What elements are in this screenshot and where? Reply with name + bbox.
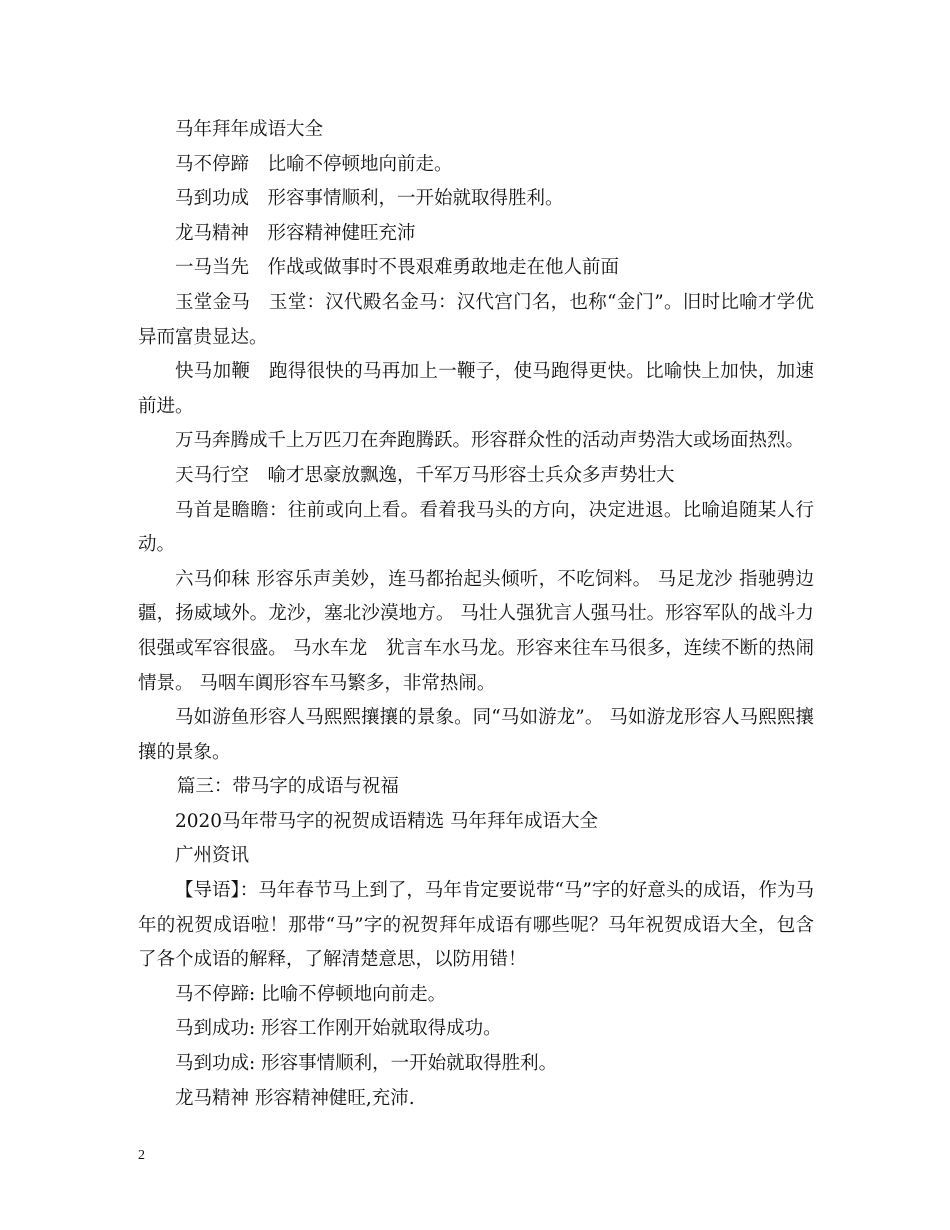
- section-heading: 篇三：带马字的成语与祝福: [176, 776, 399, 798]
- paragraph-idiom-group: 马如游鱼形容人马熙熙攘攘的景象。同“马如游龙”。 马如游龙形容人马熙熙攘攘的景象。: [138, 707, 814, 763]
- paragraph-idiom: 马不停蹄 比喻不停顿地向前走。: [175, 153, 453, 175]
- paragraph-title: 马年拜年成语大全: [175, 119, 324, 140]
- paragraph-idiom: 马到功成 形容事情顺利，一开始就取得胜利。: [175, 188, 564, 210]
- paragraph-idiom: 马首是瞻瞻：往前或向上看。看着我马头的方向，决定进退。比喻追随某人行动。: [138, 499, 814, 556]
- paragraph-idiom: 快马加鞭 跑得很快的马再加上一鞭子，使马跑得更快。比喻快上加快，加速前进。: [138, 361, 814, 417]
- paragraph-idiom: 一马当先 作战或做事时不畏艰难勇敢地走在他人前面: [175, 257, 620, 279]
- paragraph-idiom: 龙马精神 形容精神健旺充沛: [175, 222, 416, 244]
- paragraph-idiom: 马到功成: 形容事情顺利，一开始就取得胜利。: [175, 1053, 558, 1075]
- page-number: 2: [138, 1148, 145, 1163]
- paragraph-idiom: 龙马精神 形容精神健旺,充沛.: [175, 1087, 415, 1109]
- document-body: [138, 113, 814, 1116]
- paragraph-idiom: 马到成功: 形容工作刚开始就取得成功。: [175, 1018, 502, 1040]
- article-intro: 【导语】：马年春节马上到了，马年肯定要说带“马”字的好意头的成语，作为马年的祝贺成语啦！那带“马”字的祝贺拜年成语有哪些呢？马年祝贺成语大全，包含了各个成语的解释，了解清楚意思，以防用错！: [138, 880, 814, 971]
- paragraph-idiom: 马不停蹄: 比喻不停顿地向前走。: [175, 983, 447, 1005]
- paragraph-idiom: 玉堂金马 玉堂：汉代殿名金马：汉代宫门名，也称“金门”。旧时比喻才学优异而富贵显达。: [138, 291, 814, 348]
- article-title: 2020马年带马字的祝贺成语精选 马年拜年成语大全: [175, 810, 598, 832]
- article-source: 广州资讯: [175, 845, 250, 867]
- paragraph-idiom-group: 六马仰秣 形容乐声美妙，连马都抬起头倾听，不吃饲料。 马足龙沙 指驰骋边疆，扬威域外。龙沙，塞北沙漠地方。 马壮人强犹言人强马壮。形容军队的战斗力很强或军容很盛。 马水车龙 犹言车水马龙。形容来往车马很多，连续不断的热闹情景。 马咽车阗形容车马繁多，非常热闹。: [138, 568, 814, 694]
- paragraph-idiom: 天马行空 喻才思豪放飘逸，千军万马形容士兵众多声势壮大: [175, 464, 675, 486]
- paragraph-idiom: 万马奔腾成千上万匹刀在奔跑腾跃。形容群众性的活动声势浩大或场面热烈。: [175, 430, 805, 452]
